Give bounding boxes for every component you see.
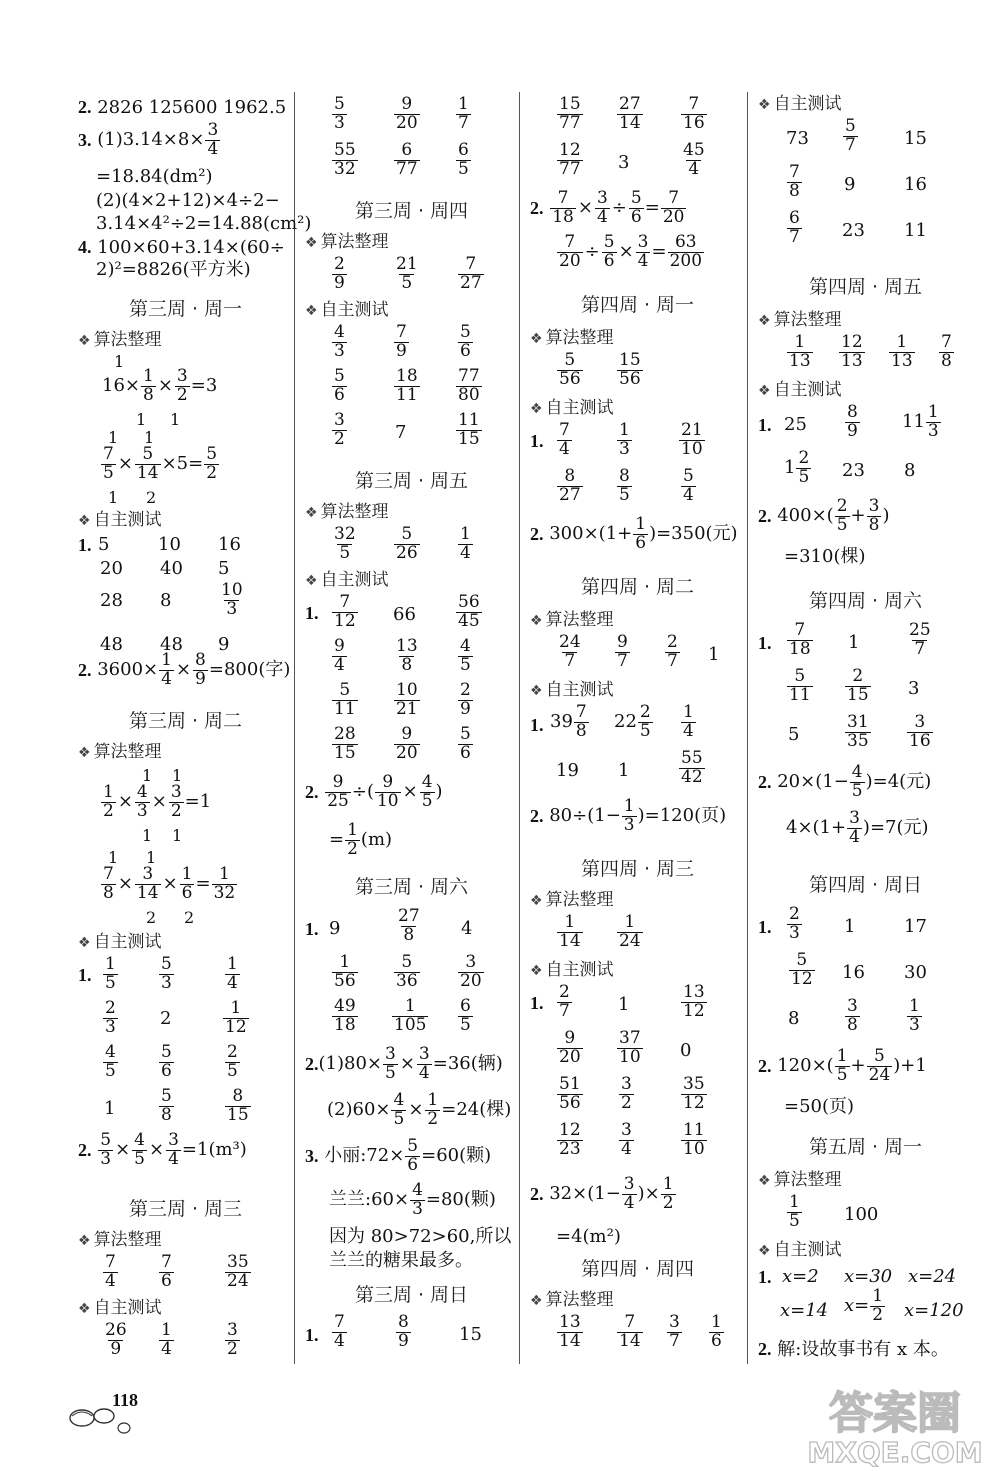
cancel-mark: 1 [108,488,119,507]
answer-row: 5 6 18 11 77 80 [334,366,480,405]
cancel-mark: 1 [146,848,157,867]
answer-row: 3 2 7 11 15 [334,410,480,449]
answer-line: (2)60× $\frac{4}{5}$ × $\frac{1}{2}$ =24(棵) [327,1090,512,1129]
cancel-mark: 1 [172,826,183,845]
answer-row: 28 8 10 3 [100,580,243,619]
answer-row: 5 31 35 3 16 [788,712,931,751]
answer-line: 2. $\frac{5}{3}$ × $\frac{4}{5}$ × $\frac{3}{4}$ =1(m³) [78,1130,247,1169]
answer-text: 3.14×4²÷2=14.88(cm²) [96,213,312,234]
answer-row: 5 12 16 30 [791,950,927,989]
subsection-heading: ❖ 自主测试 [758,1240,842,1260]
answer-row: 1. 9 27 8 4 [305,906,473,945]
subsection-heading: ❖ 自主测试 [78,510,162,530]
answer-row: 1. 5 10 16 [78,534,241,555]
section-title: 第五周 · 周一 [808,1136,923,1158]
answer-row: 1 5 8 8 15 [104,1086,249,1125]
answer-row: 8 27 8 5 5 4 [559,466,694,505]
subsection-heading: ❖ 算法整理 [530,610,614,630]
answer-row: 5 56 15 56 [559,350,641,389]
answer-text: 100×60+3.14×(60÷ [97,237,285,258]
subsection-heading: ❖ 算法整理 [758,310,842,330]
cancel-mark: 1 [136,410,147,429]
answer-row: 1 13 12 13 1 13 7 8 [789,332,952,371]
answer-text: (1)3.14×8× [97,129,205,151]
answer-column-3 [530,92,745,1360]
answer-row: 51 56 3 2 35 12 [559,1074,705,1113]
section-title: 第三周 · 周五 [354,470,469,492]
column-divider [519,92,520,1364]
answer-row: 15 77 27 14 7 16 [559,94,705,133]
subsection-heading: ❖ 算法整理 [78,742,162,762]
answer-row: 5 3 9 20 1 7 [334,94,469,133]
answer-line [78,122,221,159]
column-divider [747,92,748,1364]
answer-row: 1. 7 4 1 3 21 10 [530,420,703,459]
section-title: 第四周 · 周二 [580,576,695,598]
section-title: 第四周 · 周一 [580,294,695,316]
expression: $\frac{1}{2}$ × $\frac{4}{3}$ × $\frac{3}{2}$ =1 [103,782,212,821]
answer-line: 2. 300×(1+ $\frac{1}{6}$ )=350(元) [530,514,738,553]
section-title: 第四周 · 周五 [808,276,923,298]
answer-line: = $\frac{1}{2}$ (m) [329,820,393,859]
answer-row: 9 4 13 8 4 5 [334,636,471,675]
answer-row: 1. 7 4 8 9 15 [305,1312,482,1351]
answer-row: 28 15 9 20 5 6 [334,724,471,763]
cancel-mark: 1 [108,428,119,447]
section-title: 第四周 · 周四 [580,1258,695,1280]
answer-line: $\frac{7}{20}$ ÷ $\frac{5}{6}$ × $\frac{3}{4}$ = $\frac{63}{200}$ [559,232,703,271]
answer-row: 2 3 2 1 12 [105,998,247,1037]
cancel-mark: 2 [184,908,195,927]
answer-text: =18.84(dm²) [96,166,213,187]
answer-column-1 [78,92,312,1360]
answer-line: 兰兰:60× $\frac{4}{3}$ =80(颗) [329,1180,496,1219]
answer-line: 2. $\frac{9}{25}$ ÷( $\frac{9}{10}$ × $\frac{4}{5}$ ) [305,772,443,811]
section-title: 第三周 · 周六 [354,876,469,898]
section-title: 第四周 · 周三 [580,858,695,880]
cancel-mark: 2 [146,908,157,927]
answer-text: 2826 125600 1962.5 [97,97,287,118]
subsection-heading: ❖ 自主测试 [78,1298,162,1318]
answer-text: 兰兰的糖果最多。 [329,1250,473,1271]
answer-row: 1. 25 8 9 11 1 3 [758,402,939,441]
section-title: 第三周 · 周日 [354,1284,469,1306]
subsection-heading: ❖ 算法整理 [78,330,162,350]
answer-row: 32 5 5 26 1 4 [334,524,471,563]
answer-row: 1 2 5 23 8 [784,448,916,487]
cancel-mark: 1 [108,848,119,867]
answer-row: 73 5 7 15 [786,116,927,155]
subsection-heading: ❖ 自主测试 [530,960,614,980]
subsection-heading: ❖ 算法整理 [305,232,389,252]
subsection-heading: ❖ 自主测试 [305,300,389,320]
subsection-heading: ❖ 算法整理 [530,890,614,910]
cancel-mark: 1 [142,826,153,845]
svg-text:MXQE.COM: MXQE.COM [807,1436,983,1468]
answer-text: (2)(4×2+12)×4÷2− [96,190,280,211]
subsection-heading: ❖ 自主测试 [758,94,842,114]
answer-row: 12 23 3 4 11 10 [559,1120,705,1159]
watermark-logo-icon [800,1380,990,1468]
answer-row: 6 7 23 11 [789,208,927,247]
subsection-heading: ❖ 算法整理 [78,1230,162,1250]
answer-line: 2. $\frac{7}{18}$ × $\frac{3}{4}$ ÷ $\frac{5}{6}$ = $\frac{7}{20}$ [530,188,685,227]
subsection-heading: ❖ 自主测试 [758,380,842,400]
answer-line: 3. 小丽:72× $\frac{5}{6}$ =60(颗) [305,1136,492,1175]
subsection-heading: ❖ 自主测试 [305,570,389,590]
subsection-heading: ❖ 算法整理 [530,328,614,348]
cancel-mark: 1 [142,766,153,785]
expression: $\frac{7}{8}$ × $\frac{3}{14}$ × $\frac{1}{6}$ = $\frac{1}{32}$ [103,864,236,903]
cancel-mark: 1 [114,352,125,371]
answer-row: 1. 7 12 66 56 45 [305,592,480,631]
answer-line: 2. (1)80× $\frac{3}{5}$ × $\frac{3}{4}$ =36(辆) [305,1044,503,1083]
answer-row: 19 1 55 42 [556,748,703,787]
answer-line: 2. 120×( 1 5 + $\frac{5}{24}$ )+1 [758,1046,927,1085]
answer-line: 2. 3600× $\frac{1}{4}$ × $\frac{8}{9}$ =800(字) [78,650,291,689]
answer-row: x=14 x= $\frac{1}{2}$ x=120 [780,1286,964,1325]
subsection-heading: ❖ 自主测试 [530,680,614,700]
section-title: 第四周 · 周六 [808,590,923,612]
answer-row: 55 32 6 77 6 5 [334,140,469,179]
section-title: 第四周 · 周日 [808,874,923,896]
answer-text: =50(页) [784,1096,855,1117]
answer-text: 因为 80>72>60,所以 [329,1226,512,1247]
answer-row: 1 56 5 36 3 20 [334,952,482,991]
answer-row: 4 5 5 6 2 5 [105,1042,238,1081]
answer-row: 9 20 37 10 0 [559,1028,692,1067]
answer-row: 1. 1 5 5 3 1 4 [78,954,238,993]
section-title: 第三周 · 周二 [128,710,243,732]
answer-row: 48 48 9 [100,634,230,655]
cancel-mark: 1 [144,428,155,447]
answer-row: 1 5 100 [789,1192,879,1231]
answer-row: 5 11 10 21 2 9 [334,680,471,719]
answer-row: 24 7 9 7 2 7 1 [559,632,720,671]
answer-row: 20 40 5 [100,558,230,579]
answer-row: 1. x=2 x=30 x=24 [758,1266,957,1287]
answer-row: 13 14 7 14 3 7 1 6 [559,1312,722,1351]
answer-column-4 [758,92,973,1360]
subsection-heading: ❖ 算法整理 [305,502,389,522]
answer-row: 1. 7 18 1 25 7 [758,620,931,659]
page-number: 118 [112,1390,139,1410]
answer-line: 2. 80÷(1− $\frac{1}{3}$ )=120(页) [530,796,727,835]
answer-row: 2 9 21 5 7 27 [334,254,482,293]
answer-line: 2. 32×(1− $\frac{3}{4}$ )× $\frac{1}{2}$ [530,1174,674,1213]
answer-row: 7 4 7 6 35 24 [105,1252,249,1291]
answer-row: 12 77 3 45 4 [559,140,705,179]
cancel-mark: 2 [146,488,157,507]
section-title: 第三周 · 周三 [128,1198,243,1220]
answer-text: =4(m²) [556,1226,621,1247]
answer-row: 7 8 9 16 [789,162,927,201]
answer-row: 8 3 8 1 3 [788,996,920,1035]
answer-text: =310(棵) [784,546,866,567]
answer-line [78,238,285,257]
subsection-heading: ❖ 自主测试 [78,932,162,952]
answer-line: 4×(1+ $\frac{3}{4}$ )=7(元) [786,808,929,847]
question-number: 4. [78,237,92,257]
question-number: 2. [78,97,92,117]
answer-row: 1. 2 3 1 17 [758,904,927,943]
question-number: 3. [78,130,92,151]
answer-column-2 [305,92,518,1360]
cancel-mark: 1 [170,410,181,429]
subsection-heading: ❖ 算法整理 [530,1290,614,1310]
answer-line: 2. 解:设故事书有 x 本。 [758,1339,949,1360]
column-divider [294,92,295,1364]
answer-row: 1. 39 7 8 22 2 5 1 4 [530,702,694,741]
answer-row: 5 11 2 15 3 [789,666,920,705]
expression: $\frac{7}{5}$ × $\frac{5}{14}$ ×5= $\frac{5}{2}$ [103,444,218,483]
answer-row: 1. 2 7 1 13 12 [530,982,705,1021]
section-title: 第三周 · 周一 [128,298,243,320]
cancel-mark: 1 [172,766,183,785]
svg-text:答案圈: 答案圈 [829,1388,961,1439]
answer-row: 1 14 1 24 [559,912,641,951]
subsection-heading: ❖ 算法整理 [758,1170,842,1190]
answer-text: 2)²=8826(平方米) [96,259,251,280]
subsection-heading: ❖ 自主测试 [530,398,614,418]
answer-row: 4 3 7 9 5 6 [334,322,471,361]
answer-line: 2. 400×( 2 5 + $\frac{3}{8}$ ) [758,496,890,535]
answer-line [78,98,286,117]
expression: 16× $\frac{1}{8}$ × $\frac{3}{2}$ =3 [102,366,218,405]
section-title: 第三周 · 周四 [354,200,469,222]
answer-line: 2. 20×(1− $\frac{4}{5}$ )=4(元) [758,762,932,801]
answer-row: 49 18 1 105 6 5 [334,996,471,1035]
fraction: $\frac{3}{4}$ [207,120,219,159]
answer-row: 26 9 1 4 3 2 [105,1320,238,1359]
